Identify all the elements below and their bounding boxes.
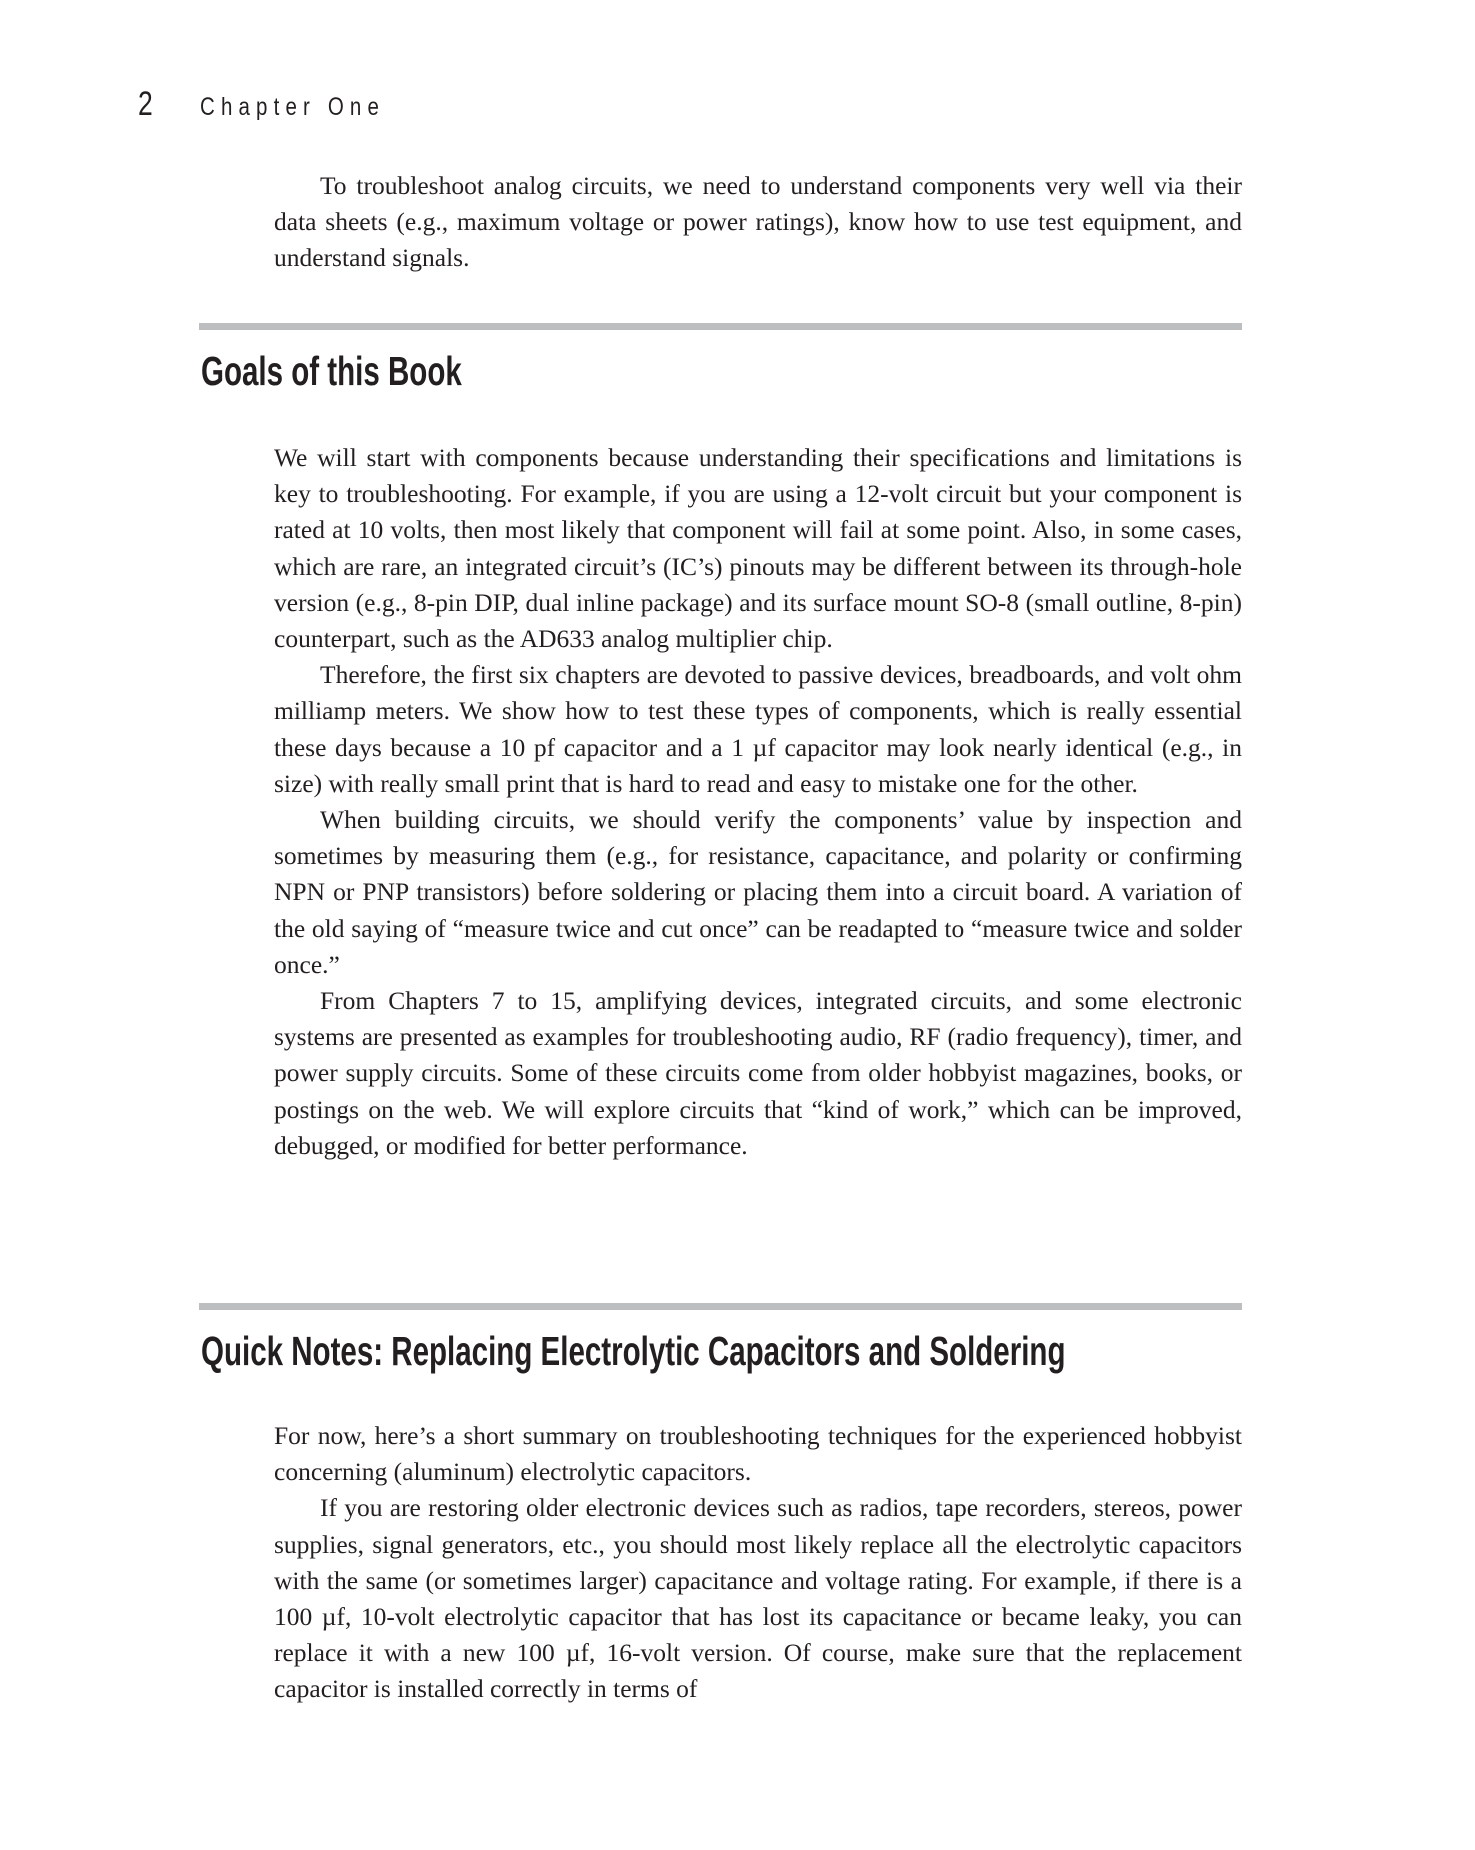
paragraph: For now, here’s a short summary on troubleshooting techniques for the experienced hobbyist concerning (aluminum) electrolytic capacitors. [274,1421,1242,1487]
section-heading: Quick Notes: Replacing Electrolytic Capacitors and Soldering [201,1328,1066,1374]
section-divider [199,1303,1242,1310]
chapter-title: Chapter One [200,93,386,121]
section-heading: Goals of this Book [201,348,462,394]
section-body [274,440,1242,1164]
paragraph: We will start with components because understanding their specifications and limitations is key to troubleshooting. For example, if you are using a 12-volt circuit but your component is rated at 10 volts, then most likely that component will fail at some point. Also, in some cases, which are rare, an integrated circuit’s (IC’s) pinouts may be different between its through-hole version (e.g., 8-pin DIP, dual inline package) and its surface mount SO-8 (small outline, 8-pin) counterpart, such as the AD633 analog multiplier chip. [274,443,1242,654]
paragraph: If you are restoring older electronic devices such as radios, tape recorders, stereos, power supplies, signal generators, etc., you should most likely replace all the electrolytic capacitors with the same (or sometimes larger) capacitance and voltage rating. For example, if there is a 100 µf, 10-volt electrolytic capacitor that has lost its capacitance or became leaky, you can replace it with a new 100 µf, 16-volt version. Of course, make sure that the replacement capacitor is installed correctly in terms of [274,1493,1242,1704]
paragraph: Therefore, the first six chapters are devoted to passive devices, breadboards, and volt ohm milliamp meters. We show how to test these types of components, which is really essential these days because a 10 pf capacitor and a 1 µf capacitor may look nearly identical (e.g., in size) with really small print that is hard to read and easy to mistake one for the other. [274,660,1242,798]
paragraph: To troubleshoot analog circuits, we need to understand components very well via their data sheets (e.g., maximum voltage or power ratings), know how to use test equipment, and understand signals. [274,171,1242,273]
paragraph: From Chapters 7 to 15, amplifying devices, integrated circuits, and some electronic systems are presented as examples for troubleshooting audio, RF (radio frequency), timer, and power supply circuits. Some of these circuits come from older hobbyist magazines, books, or postings on the web. We will explore circuits that “kind of work,” which can be improved, debugged, or modified for better performance. [274,986,1242,1160]
section-divider [199,323,1242,330]
section-body [274,1418,1242,1708]
page-number: 2 [138,85,153,123]
paragraph: When building circuits, we should verify the components’ value by inspection and sometimes by measuring them (e.g., for resistance, capacitance, and polarity or confirming NPN or PNP transistors) before soldering or placing them into a circuit board. A variation of the old saying of “measure twice and cut once” can be readapted to “measure twice and solder once.” [274,805,1242,979]
intro-text [274,168,1242,277]
running-head [138,84,426,124]
